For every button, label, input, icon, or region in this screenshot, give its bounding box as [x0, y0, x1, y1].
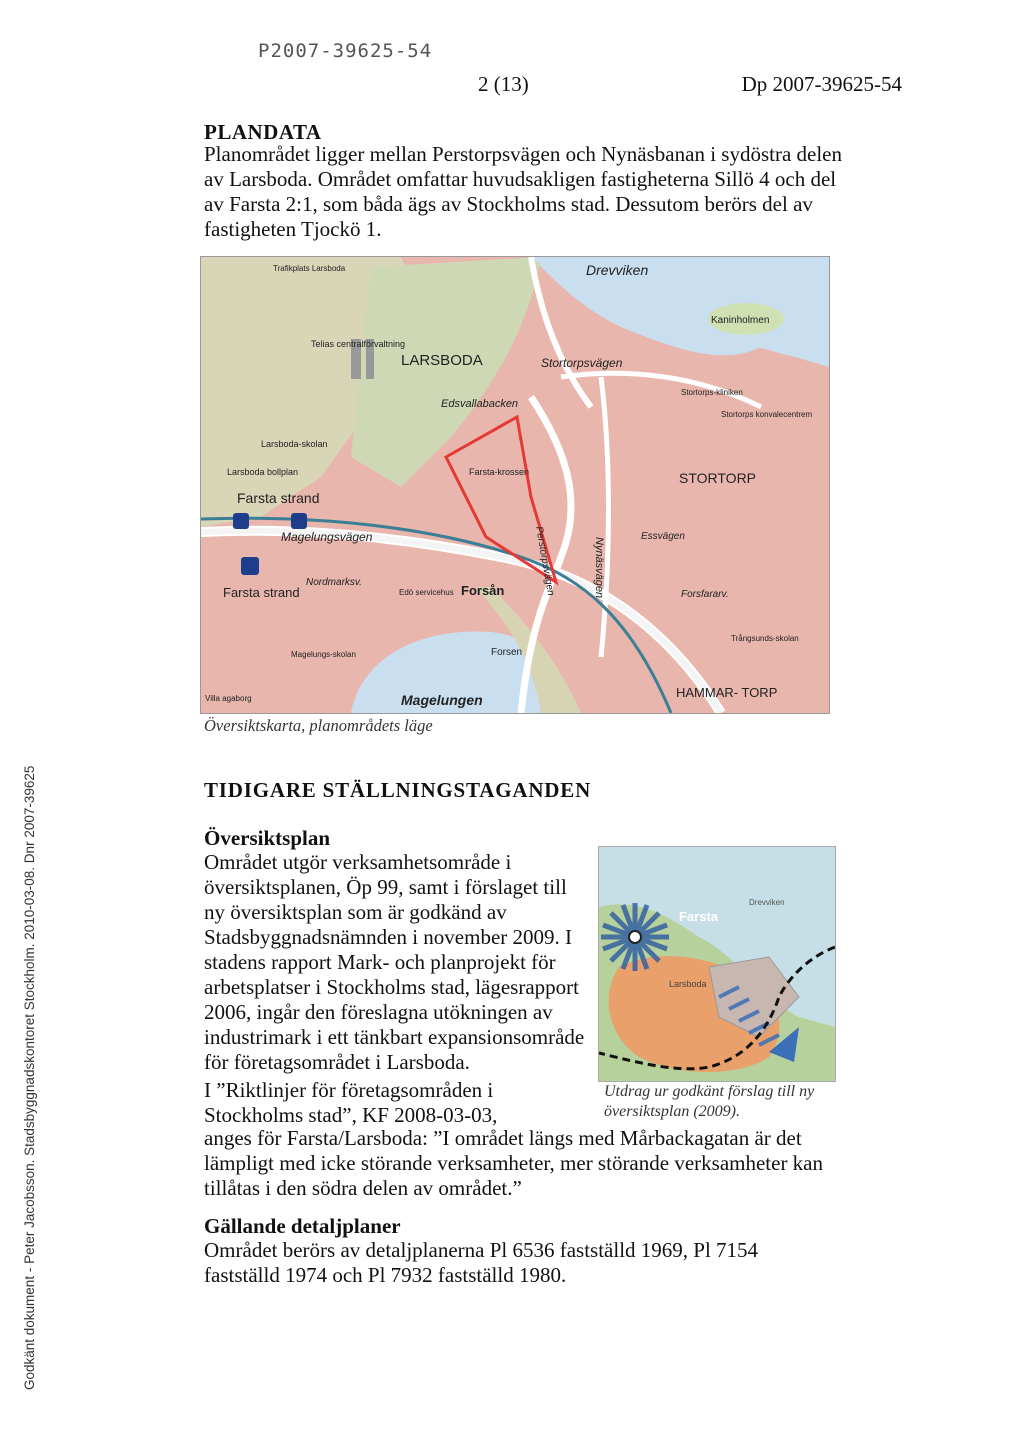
map-label-forsan: Forsån	[461, 583, 505, 598]
map-label-edsvallabacken: Edsvallabacken	[441, 398, 519, 410]
map-label-magelungsskolan: Magelungs-skolan	[291, 650, 356, 659]
map-label-forsen: Forsen	[491, 647, 523, 658]
map-label-nordmarksv: Nordmarksv.	[306, 577, 362, 588]
map-label-farsta-strand-2: Farsta strand	[223, 585, 300, 600]
map-label-kaninholmen: Kaninholmen	[711, 315, 770, 326]
map-label-stortorpsvagen: Stortorpsvägen	[541, 356, 623, 370]
approval-sidebar-text: Godkänt dokument - Peter Jacobsson. Stadsbyggnadskontoret Stockholm. 2010-03-08. Dnr 2007-39625	[22, 765, 37, 1390]
gallande-heading: Gällande detaljplaner	[204, 1214, 401, 1238]
map-label-larsboda-bollplan: Larsboda bollplan	[227, 467, 299, 477]
oversiktsplan-excerpt-graphic	[599, 847, 835, 1081]
excerpt-label-drevviken: Drevviken	[749, 898, 785, 907]
excerpt-label-larsboda: Larsboda	[669, 979, 707, 989]
map-label-stortorps-kliniken: Stortorps-kliniken	[681, 388, 743, 397]
map-label-perstorpsvagen: Perstorpsvägen	[533, 525, 557, 597]
map-label-nynasvagen: Nynäsvägen	[593, 537, 605, 599]
map-label-trangsundsskolan: Trångsunds-skolan	[731, 634, 799, 643]
map-label-stortorps-konvalecentrem: Stortorps konvalecentrem	[721, 410, 813, 419]
map-label-magelungsvagen: Magelungsvägen	[281, 530, 373, 544]
oversiktsplan-paragraph: Området utgör verksamhetsområde i översiktsplanen, Öp 99, samt i förslaget till ny översiktsplan som är godkänd av Stadsbyggnadsnämnden i november 2009. I stadens rapport Mark- och planprojekt för arbetsplatser i Stockholms stad, lägesrapport 2006, ingår den föreslagna utökningen av industrimark i ett tänkbart expansionsområde för företagsområdet i Larsboda.	[204, 850, 585, 1074]
map-label-drevviken: Drevviken	[586, 262, 649, 278]
riktlinjer-paragraph-end: anges för Farsta/Larsboda: ”I området längs med Mårbackagatan är det lämpligt med icke störande verksamheter, mer störande verksamheter kan tillåtas i den södra delen av området.”	[204, 1126, 824, 1200]
map-label-magelungen: Magelungen	[401, 692, 483, 708]
document-number: Dp 2007-39625-54	[741, 72, 902, 96]
map-label-farsta-krossen: Farsta-krossen	[469, 467, 530, 477]
map-label-larsboda-skolan: Larsboda-skolan	[261, 439, 328, 449]
map-label-forsfararv: Forsfararv.	[681, 589, 729, 600]
plandata-paragraph: Planområdet ligger mellan Perstorpsvägen och Nynäsbanan i sydöstra delen av Larsboda. Området omfattar huvudsakligen fastigheterna Sillö 4 och del av Farsta 2:1, som båda ägs av Stockholms stad. Dessutom berörs del av fastigheten Tjockö 1.	[204, 142, 842, 241]
map-label-stortorp: STORTORP	[679, 470, 757, 486]
overview-map-graphic	[201, 257, 829, 713]
riktlinjer-paragraph-start: I ”Riktlinjer för företagsområden i Stockholms stad”, KF 2008-03-03,	[204, 1078, 498, 1127]
oversiktsplan-excerpt-map	[598, 846, 836, 1082]
oversiktsplan-heading: Översiktsplan	[204, 826, 331, 850]
document-stamp: P2007-39625-54	[258, 40, 433, 62]
map-label-villa: Villa agaborg	[205, 694, 252, 703]
map-label-hammartorp: HAMMAR- TORP	[676, 685, 778, 700]
excerpt-caption: Utdrag ur godkänt förslag till ny översiktsplan (2009).	[604, 1083, 815, 1120]
map-label-edo: Edö servicehus	[399, 588, 454, 597]
excerpt-label-farsta: Farsta	[679, 909, 719, 924]
map-label-essvagen: Essvägen	[641, 531, 685, 542]
overview-map	[200, 256, 830, 714]
page-number: 2 (13)	[478, 72, 529, 96]
plandata-heading: PLANDATA	[204, 120, 322, 144]
map-caption: Översiktskarta, planområdets läge	[204, 716, 433, 735]
gallande-paragraph: Området berörs av detaljplanerna Pl 6536 fastställd 1969, Pl 7154 fastställd 1974 och Pl 7932 fastställd 1980.	[204, 1238, 759, 1287]
map-label-larsboda: LARSBODA	[401, 352, 483, 369]
map-label-farsta-strand: Farsta strand	[237, 490, 320, 506]
map-label-trafikplats: Trafikplats Larsboda	[273, 264, 346, 273]
map-label-telias: Telias centralförvaltning	[311, 339, 406, 349]
tidigare-heading: TIDIGARE STÄLLNINGSTAGANDEN	[204, 778, 592, 802]
